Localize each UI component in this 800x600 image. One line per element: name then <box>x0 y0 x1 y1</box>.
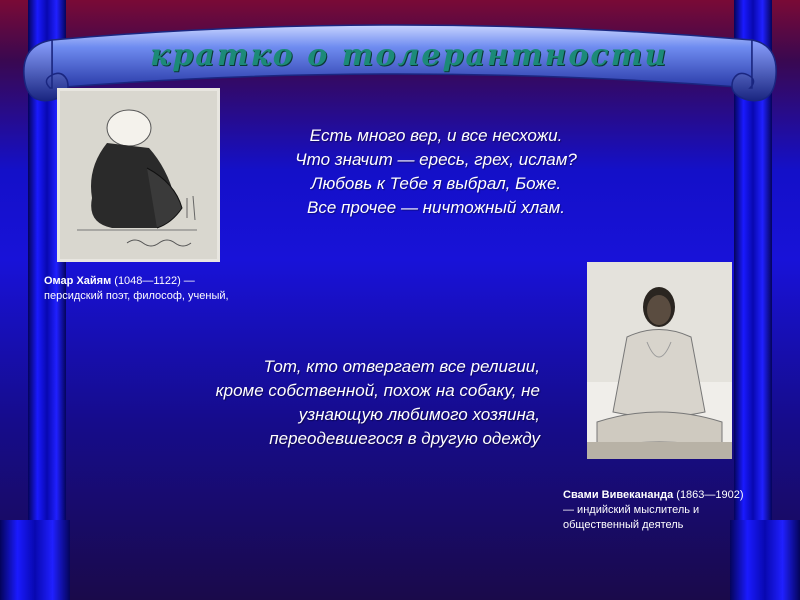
slide-title: кратко о толерантности <box>150 38 669 73</box>
caption-name: Омар Хайям <box>44 275 112 287</box>
quote-vivekananda <box>140 355 540 451</box>
caption-text: (1048—1122) — персидский поэт, философ, ученый, <box>44 275 229 302</box>
caption-name: Свами Вивекананда <box>563 489 674 501</box>
caption-vivekananda <box>563 488 753 533</box>
caption-omar-khayyam <box>44 274 244 304</box>
quote-line: Тот, кто отвергает все религии, <box>263 357 540 376</box>
portrait-swami-vivekananda <box>587 262 732 459</box>
quote-line: переодевшегося в другую одежду <box>269 429 540 448</box>
quote-line: Любовь к Тебе я выбрал, Боже. <box>310 174 562 193</box>
quote-line: кроме собственной, похож на собаку, не <box>215 381 540 400</box>
quote-line: Все прочее — ничтожный хлам. <box>307 198 565 217</box>
quote-line: Что значит — ересь, грех, ислам? <box>295 150 577 169</box>
quote-line: Есть много вер, и все несхожи. <box>309 126 563 145</box>
quote-line: узнающую любимого хозяина, <box>298 405 540 424</box>
portrait-omar-khayyam <box>57 88 220 262</box>
quote-omar-khayyam <box>286 124 586 220</box>
caption-text: (1863—1902) — индийский мыслитель и общественный деятель <box>563 489 744 531</box>
